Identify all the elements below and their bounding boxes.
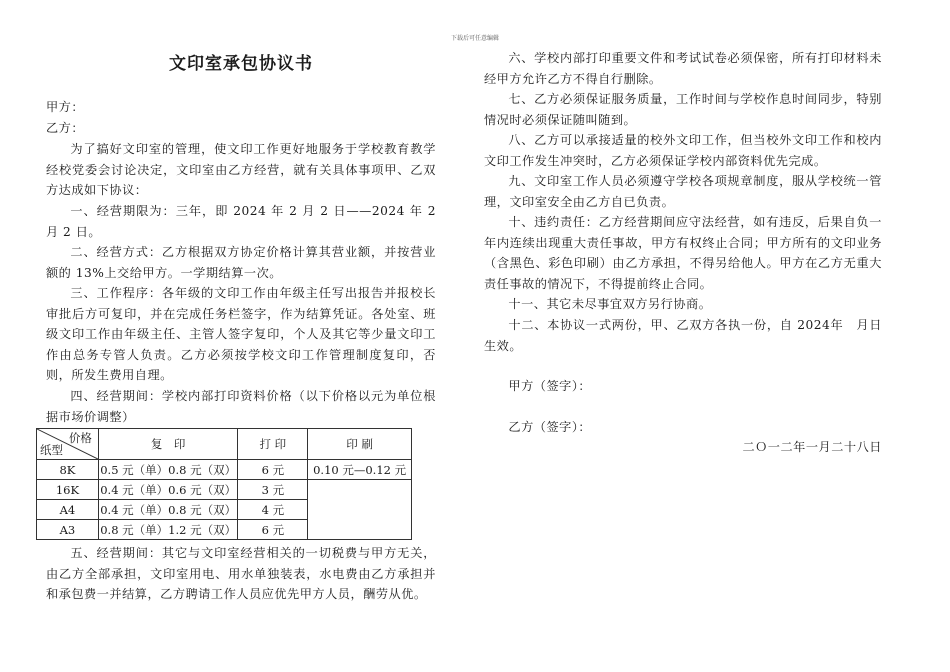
- copy-price: 0.4 元（单）0.8 元（双）: [98, 500, 238, 520]
- party-a-line: 甲方：: [46, 100, 85, 114]
- clause-6: 六、学校内部打印重要文件和考试试卷必须保密，所有打印材料未经甲方允许乙方不得自行删除。: [484, 51, 882, 86]
- clause-12: 十二、本协议一式两份，甲、乙双方各执一份，自 2024年 月日生效。: [484, 318, 882, 353]
- signature-party-b: 乙方（签字）：: [508, 420, 592, 434]
- paper-type: A4: [37, 500, 99, 520]
- paper-type: 8K: [37, 460, 99, 480]
- clause-1: 一、经营期限为：三年，即 2024 年 2 月 2 日——2024 年 2 月 2 日。: [46, 204, 436, 239]
- clause-3: 三、工作程序：各年级的文印工作由年级主任写出报告并报校长审批后方可复印，并在完成任务栏签字，作为结算凭证。各处室、班级文印工作由年级主任、主管人签字复印，个人及其它等少量文印工作由总务专管人负责。乙方必须按学校文印工作管理制度复印，否则，所发生费用自理。: [46, 286, 436, 383]
- corner-label-price: 价格: [68, 431, 92, 445]
- press-price-empty: [308, 480, 412, 540]
- signing-date: 二Ｏ一二年一月二十八日: [742, 440, 882, 454]
- corner-label-paper: 纸型: [40, 443, 63, 457]
- header-print: 打 印: [238, 429, 308, 460]
- copy-price: 0.4 元（单）0.6 元（双）: [98, 480, 238, 500]
- clause-11: 十一、其它未尽事宜双方另行协商。: [508, 297, 712, 311]
- clause-5: 五、经营期间：其它与文印室经营相关的一切税费与甲方无关，由乙方全部承担，文印室用电、用水单独装表，水电费由乙方承担并和承包费一并结算，乙方聘请工作人员应优先甲方人员，酬劳从优。: [46, 546, 436, 602]
- paper-type: 16K: [37, 480, 99, 500]
- print-price: 4 元: [238, 500, 308, 520]
- price-table-corner-cell: [37, 429, 99, 460]
- print-price: 6 元: [238, 460, 308, 480]
- signature-party-a: 甲方（签字）：: [508, 379, 592, 393]
- clause-8: 八、乙方可以承接适量的校外文印工作，但当校外文印工作和校内文印工作发生冲突时，乙方必须保证学校内部资料优先完成。: [484, 133, 882, 168]
- header-press: 印 刷: [308, 429, 412, 460]
- party-b-line: 乙方：: [46, 121, 85, 135]
- clause-7: 七、乙方必须保证服务质量，工作时间与学校作息时间同步，特别情况时必须保证随叫随到。: [484, 92, 882, 127]
- header-copy: 复 印: [98, 429, 238, 460]
- print-price: 3 元: [238, 480, 308, 500]
- clause-10: 十、违约责任：乙方经营期间应守法经营，如有违反，后果自负一年内连续出现重大责任事故，甲方有权终止合同；甲方所有的文印业务（含黑色、彩色印刷）由乙方承担，不得另给他人。甲方在乙方无重大责任事故的情况下，不得提前终止合同。: [484, 215, 882, 291]
- price-table-header-row: [37, 429, 412, 460]
- price-table: [36, 428, 412, 540]
- document-title: 文印室承包协议书: [169, 54, 313, 74]
- print-price: 6 元: [238, 520, 308, 540]
- table-row: [37, 480, 412, 500]
- header-note: 下载后可任意编辑: [450, 35, 499, 42]
- paper-type: A3: [37, 520, 99, 540]
- copy-price: 0.5 元（单）0.8 元（双）: [98, 460, 238, 480]
- copy-price: 0.8 元（单）1.2 元（双）: [98, 520, 238, 540]
- intro-paragraph: 为了搞好文印室的管理，使文印工作更好地服务于学校教育教学经校党委会讨论决定，文印室由乙方经营，就有关具体事项甲、乙双方达成如下协议：: [46, 142, 436, 198]
- clause-4: 四、经营期间：学校内部打印资料价格（以下价格以元为单位根据市场价调整）: [46, 389, 436, 424]
- press-price: 0.10 元—0.12 元: [308, 460, 412, 480]
- clause-2: 二、经营方式：乙方根据双方协定价格计算其营业额，并按营业额的 13%上交给甲方。一学期结算一次。: [46, 245, 436, 280]
- clause-9: 九、文印室工作人员必须遵守学校各项规章制度，服从学校统一管理，文印室安全由乙方自已负责。: [484, 174, 882, 209]
- table-row: [37, 460, 412, 480]
